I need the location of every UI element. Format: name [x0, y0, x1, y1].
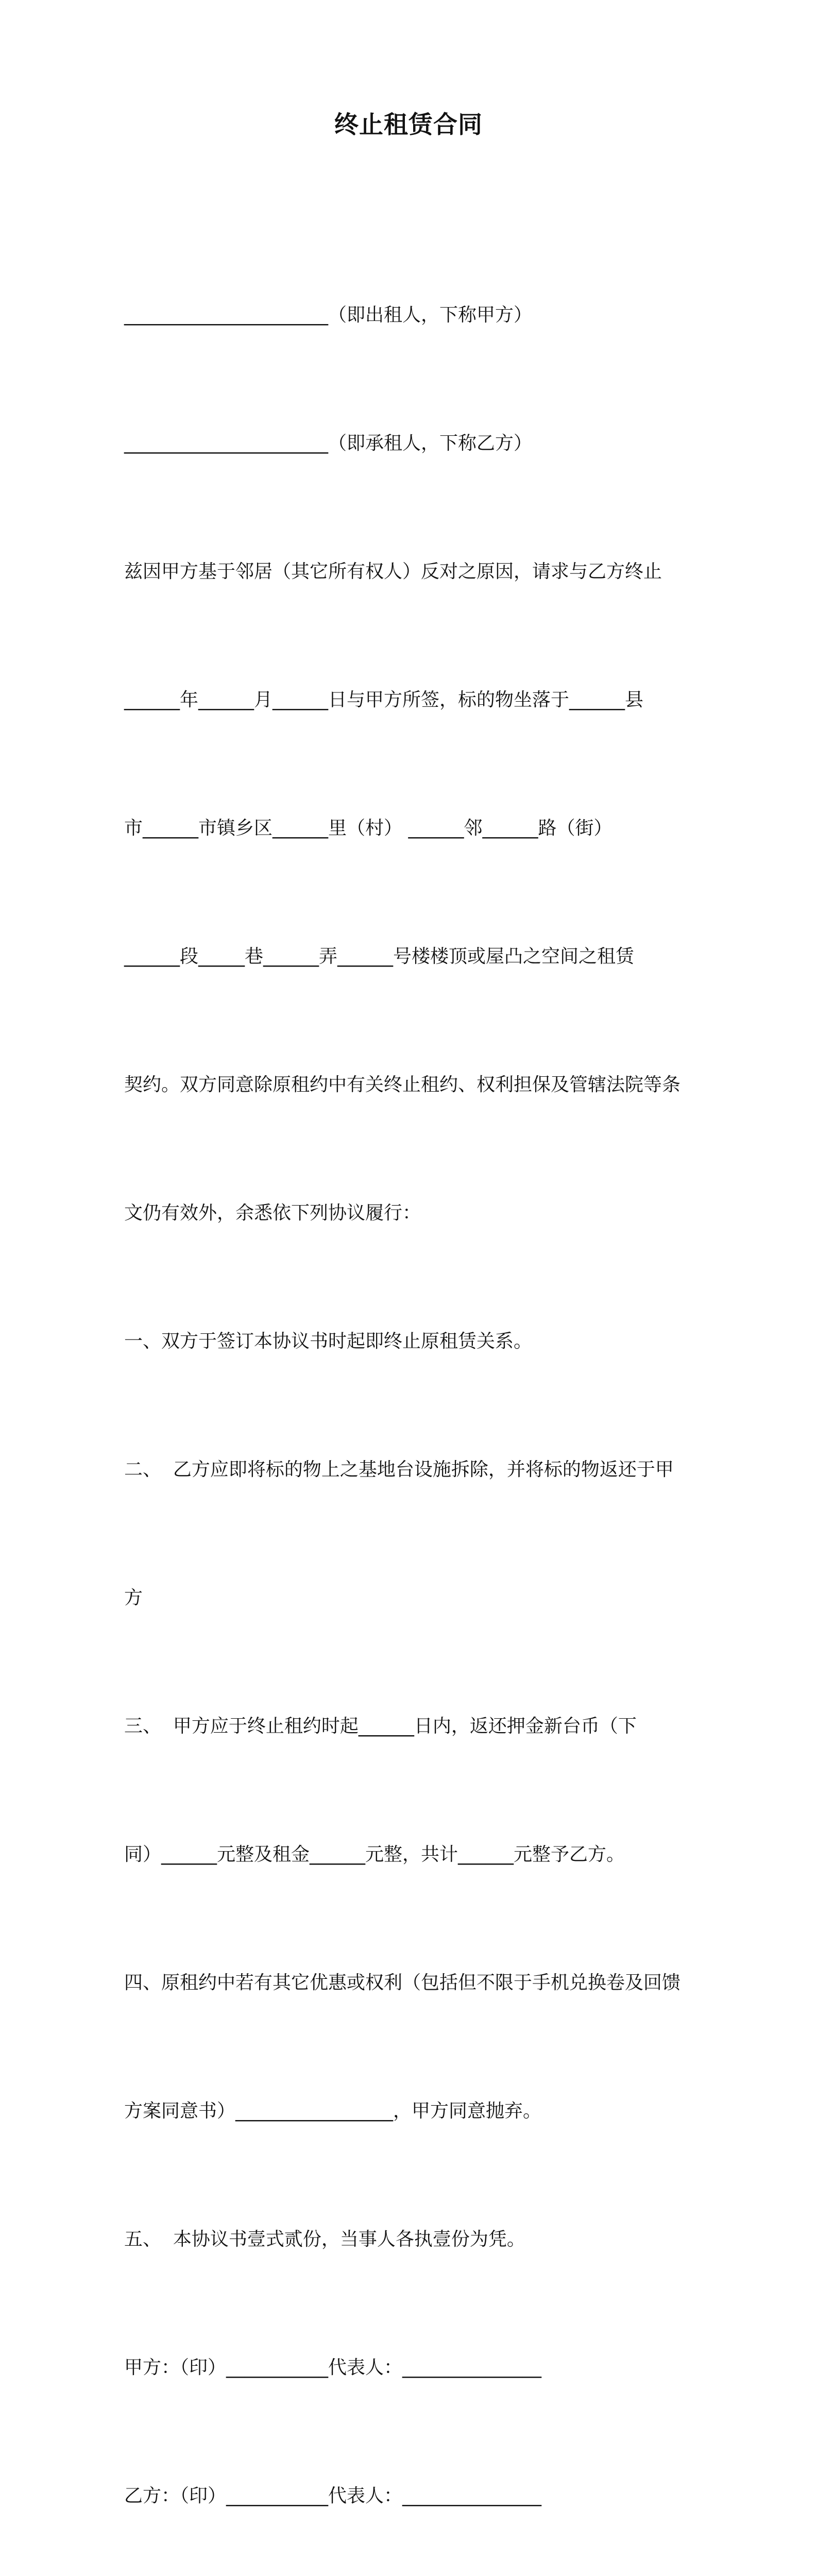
preamble-line-5: 契约。双方同意除原租约中有关终止租约、权利担保及管辖法院等条	[124, 1074, 681, 1095]
clause-5: 五、 本协议书壹式贰份，当事人各执壹份为凭。	[124, 2229, 525, 2250]
party-a-signature-line: 甲方：（印）___________代表人：_______________	[124, 2357, 542, 2378]
clause-4-line-2: 方案同意书）_________________，甲方同意抛弃。	[124, 2100, 542, 2122]
preamble-line-6: 文仍有效外，余悉依下列协议履行：	[124, 1202, 421, 1224]
preamble-line-1: 兹因甲方基于邻居（其它所有权人）反对之原因，请求与乙方终止	[124, 561, 662, 582]
party-a-line: ______________________（即出租人，下称甲方）	[124, 304, 533, 326]
clause-2-line-1: 二、 乙方应即将标的物上之基地台设施拆除，并将标的物返还于甲	[124, 1459, 674, 1480]
preamble-line-4: ______段_____巷______弄______号楼楼顶或屋凸之空间之租赁	[124, 946, 635, 967]
contract-body	[124, 208, 706, 2576]
clause-2-line-2: 方	[124, 1587, 143, 1608]
party-b-line: ______________________（即承租人，下称乙方）	[124, 433, 533, 454]
clause-3-line-2: 同）______元整及租金______元整，共计______元整予乙方。	[124, 1844, 625, 1865]
preamble-line-3: 市______市镇乡区______里（村） ______邻______路（街）	[124, 818, 612, 839]
clause-4-line-1: 四、原租约中若有其它优惠或权利（包括但不限于手机兑换卷及回馈	[124, 1972, 681, 1993]
document-title: 终止租赁合同	[334, 111, 483, 139]
clause-3-line-1: 三、 甲方应于终止租约时起______日内，返还押金新台币（下	[124, 1716, 637, 1737]
preamble-line-2: ______年______月______日与甲方所签，标的物坐落于______县	[124, 689, 644, 710]
party-b-signature-line: 乙方：（印）___________代表人：_______________	[124, 2485, 542, 2506]
clause-1: 一、双方于签订本协议书时起即终止原租赁关系。	[124, 1331, 533, 1352]
